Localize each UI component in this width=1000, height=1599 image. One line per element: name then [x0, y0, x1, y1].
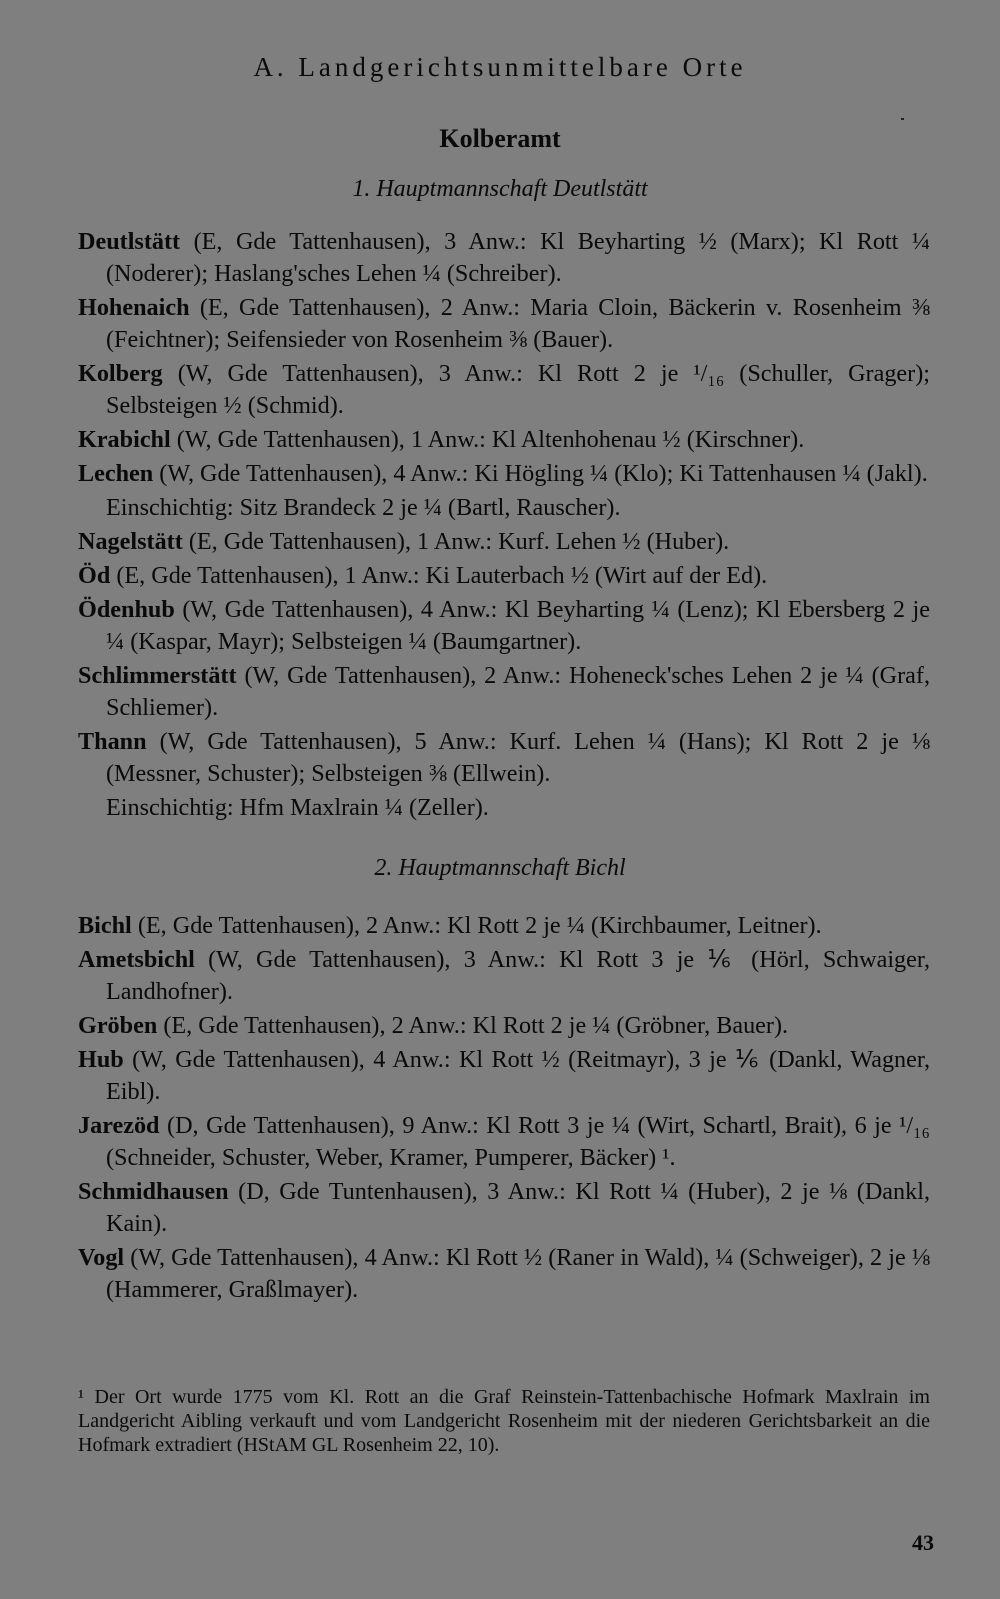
entry-name: Nagelstätt	[78, 528, 183, 555]
entry-oed	[78, 560, 930, 592]
stray-mark	[901, 118, 904, 120]
page-number: 43	[912, 1530, 934, 1555]
section-1-title: 1. Hauptmannschaft Deutlstätt	[352, 176, 648, 202]
entry-text: (W, Gde Tattenhausen), 4 Anw.: Ki Högling ¼ (Klo); Ki Tattenhausen ¼ (Jakl).	[153, 460, 928, 487]
entry-text: (W, Gde Tattenhausen), 4 Anw.: Kl Rott ½ (Raner in Wald), ¼ (Schweiger), 2 je ⅛ (Hammerer, Graßlmayer).	[106, 1244, 930, 1303]
entry-name: Öd	[78, 562, 111, 589]
section-1-entries	[78, 226, 930, 826]
main-heading: A. Landgerichtsunmittelbare Orte	[253, 52, 747, 82]
entry-text: (W, Gde Tattenhausen), 2 Anw.: Hoheneck'sches Lehen 2 je ¼ (Graf, Schliemer).	[106, 662, 930, 721]
entry-name: Hohenaich	[78, 294, 190, 321]
entry-name: Lechen	[78, 460, 154, 487]
entry-thann	[78, 726, 930, 790]
entry-groeben	[78, 1010, 930, 1042]
entry-name: Ametsbichl	[78, 946, 195, 973]
entry-nagelstaett	[78, 526, 930, 558]
entry-name: Bichl	[78, 912, 132, 939]
footnote: ¹ Der Ort wurde 1775 vom Kl. Rott an die Graf Reinstein-Tattenbachische Hofmark Maxlrain im Landgericht Aibling verkauft und vom Landgericht Rosenheim mit der niederen Gerichtsbarkeit an die Hofmark extradiert (HStAM GL Rosenheim 22, 10).	[78, 1386, 930, 1456]
section-2-entries	[78, 910, 930, 1308]
entry-vogl	[78, 1242, 930, 1306]
entry-text: (E, Gde Tattenhausen), 2 Anw.: Kl Rott 2 je ¼ (Kirchbaumer, Leitner).	[131, 912, 822, 939]
entry-lechen-extra: Einschichtig: Sitz Brandeck 2 je ¼ (Bartl, Rauscher).	[106, 494, 621, 521]
entry-text: (W, Gde Tattenhausen), 1 Anw.: Kl Altenhohenau ½ (Kirschner).	[170, 426, 805, 453]
entry-text: (D, Gde Tattenhausen), 9 Anw.: Kl Rott 3 je ¼ (Wirt, Schartl, Brait), 6 je ¹/₁₆ (Schneider, Schuster, Weber, Kramer, Pumperer, Bäcker) ¹.	[106, 1112, 930, 1171]
section-2-title: 2. Hauptmannschaft Bichl	[374, 855, 626, 881]
entry-text: (E, Gde Tattenhausen), 1 Anw.: Kurf. Lehen ½ (Huber).	[182, 528, 730, 555]
entry-name: Krabichl	[78, 426, 171, 453]
entry-name: Deutlstätt	[78, 228, 181, 255]
entry-text: (W, Gde Tattenhausen), 4 Anw.: Kl Beyharting ¼ (Lenz); Kl Ebersberg 2 je ¼ (Kaspar, Mayr); Selbsteigen ¼ (Baumgartner).	[106, 596, 930, 655]
entry-hohenaich	[78, 292, 930, 356]
entry-hub	[78, 1044, 930, 1108]
entry-schlimmerstaett	[78, 660, 930, 724]
entry-text: (D, Gde Tuntenhausen), 3 Anw.: Kl Rott ¼ (Huber), 2 je ⅛ (Dankl, Kain).	[106, 1178, 930, 1237]
entry-text: (W, Gde Tattenhausen), 5 Anw.: Kurf. Lehen ¼ (Hans); Kl Rott 2 je ⅛ (Messner, Schuster); Selbsteigen ⅜ (Ellwein).	[106, 728, 930, 787]
entry-name: Schlimmerstätt	[78, 662, 237, 689]
entry-text: (W, Gde Tattenhausen), 3 Anw.: Kl Rott 2 je ¹/₁₆ (Schuller, Grager); Selbsteigen ½ (Schmid).	[106, 360, 930, 419]
entry-jarezoed	[78, 1110, 930, 1174]
entry-oedenhub	[78, 594, 930, 658]
entry-text: (E, Gde Tattenhausen), 3 Anw.: Kl Beyharting ½ (Marx); Kl Rott ¼ (Noderer); Haslang'sches Lehen ¼ (Schreiber).	[106, 228, 930, 287]
entry-bichl	[78, 910, 930, 942]
entry-lechen	[78, 458, 930, 490]
entry-name: Gröben	[78, 1012, 158, 1039]
entry-name: Jarezöd	[78, 1112, 160, 1139]
entry-text: (E, Gde Tattenhausen), 1 Anw.: Ki Lauterbach ½ (Wirt auf der Ed).	[110, 562, 768, 589]
entry-schmidhausen	[78, 1176, 930, 1240]
entry-text: (E, Gde Tattenhausen), 2 Anw.: Maria Cloin, Bäckerin v. Rosenheim ⅜ (Feichtner); Seifensieder von Rosenheim ⅜ (Bauer).	[106, 294, 930, 353]
entry-thann-extra: Einschichtig: Hfm Maxlrain ¼ (Zeller).	[106, 794, 489, 821]
entry-name: Kolberg	[78, 360, 163, 387]
entry-name: Ödenhub	[78, 596, 175, 623]
entry-name: Hub	[78, 1046, 124, 1073]
entry-name: Schmidhausen	[78, 1178, 229, 1205]
entry-name: Thann	[78, 728, 147, 755]
entry-text: (W, Gde Tattenhausen), 3 Anw.: Kl Rott 3 je ⅙ (Hörl, Schwaiger, Landhofner).	[106, 946, 930, 1005]
entry-kolberg	[78, 358, 930, 422]
entry-name: Vogl	[78, 1244, 125, 1271]
sub-heading: Kolberamt	[439, 124, 561, 153]
entry-text: (W, Gde Tattenhausen), 4 Anw.: Kl Rott ½ (Reitmayr), 3 je ⅙ (Dankl, Wagner, Eibl).	[106, 1046, 930, 1105]
entry-ametsbichl	[78, 944, 930, 1008]
entry-deutlstaett	[78, 226, 930, 290]
entry-krabichl	[78, 424, 930, 456]
entry-text: (E, Gde Tattenhausen), 2 Anw.: Kl Rott 2 je ¼ (Gröbner, Bauer).	[157, 1012, 789, 1039]
